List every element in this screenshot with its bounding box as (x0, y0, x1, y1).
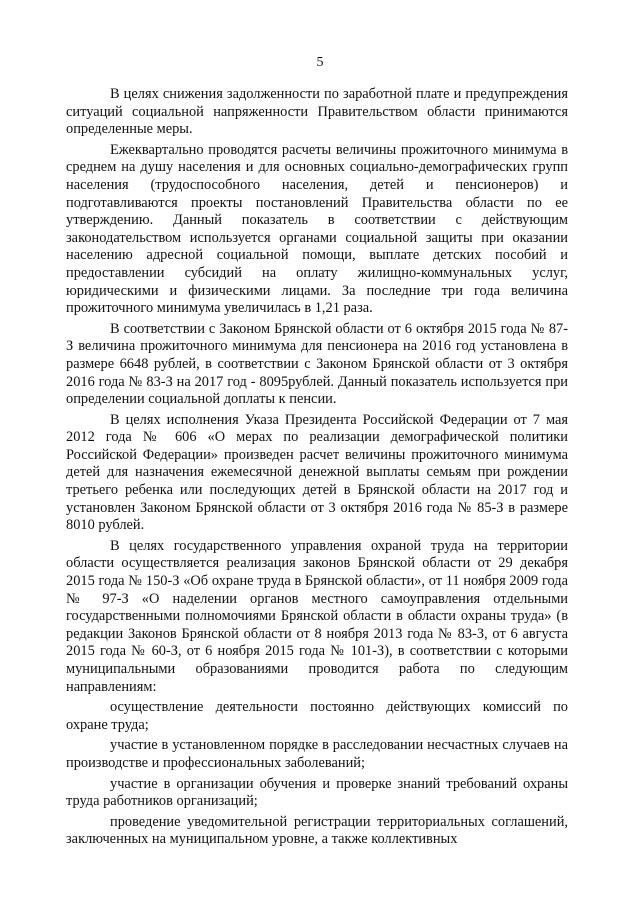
document-body (66, 86, 568, 852)
list-item-registration: проведение уведомительной регистрации территориальных соглашений, заключенных на муниципальном уровне, а также коллективных (66, 813, 568, 848)
paragraph-debt-measures: В целях снижения задолженности по заработной плате и предупреждения ситуаций социальной напряженности Правительством области принимаются определенные меры. (66, 86, 568, 138)
list-item-training: участие в организации обучения и проверке знаний требований охраны труда работников организаций; (66, 775, 568, 810)
list-item-commissions: осуществление деятельности постоянно действующих комиссий по охране труда; (66, 699, 568, 733)
paragraph-pensioner-minimum: В соответствии с Законом Брянской области от 6 октября 2015 года № 87-З величина прожиточного минимума для пенсионера на 2016 год установлена в размере 6648 рублей, в соответствии с Законом Брянской области от 3 октября 2016 года № 83-З на 2017 год - 8095рублей. Данный показатель используется при определении социальной доплаты к пенсии. (66, 320, 568, 408)
paragraph-labor-protection: В целях государственного управления охраной труда на территории области осуществляется реализация законов Брянской области от 29 декабря 2015 года № 150-З «Об охране труда в Брянской области», от 11 ноября 2009 года № 97-З «О наделении органов местного самоуправления отдельными государственными полномочиями Брянской области в области охраны труда» (в редакции Законов Брянской области от 8 ноября 2013 года № 83-З, от 6 августа 2015 года № 60-З, от 6 ноября 2015 года № 101-З), в соответствии с которыми муниципальными образованиями проводится работа по следующим направлениям: (66, 537, 568, 695)
paragraph-children-minimum: В целях исполнения Указа Президента Российской Федерации от 7 мая 2012 года № 606 «О мерах по реализации демографической политики Российской Федерации» произведен расчет величины прожиточного минимума детей для назначения ежемесячной денежной выплаты семьям при рождении третьего ребенка или последующих детей в Брянской области на 2017 год и установлен Законом Брянской области от 3 октября 2016 года № 85-З в размере 8010 рублей. (66, 411, 568, 534)
page-number: 5 (316, 55, 324, 70)
list-item-accident-investigation: участие в установленном порядке в расследовании несчастных случаев на производстве и профессиональных заболеваний; (66, 737, 568, 771)
paragraph-subsistence-minimum: Ежеквартально проводятся расчеты величины прожиточного минимума в среднем на душу населения и для основных социально-демографических групп населения (трудоспособного населения, детей и пенсионеров) и подготавливаются проекты постановлений Правительства области по ее утверждению. Данный показатель в соответствии с действующим законодательством используется органами социальной защиты при оказании населению адресной социальной помощи, выплате детских пособий и предоставлении субсидий на оплату жилищно-коммунальных услуг, юридическими и физическими лицами. За последние три года величина прожиточного минимума увеличилась в 1,21 раза. (66, 141, 568, 317)
